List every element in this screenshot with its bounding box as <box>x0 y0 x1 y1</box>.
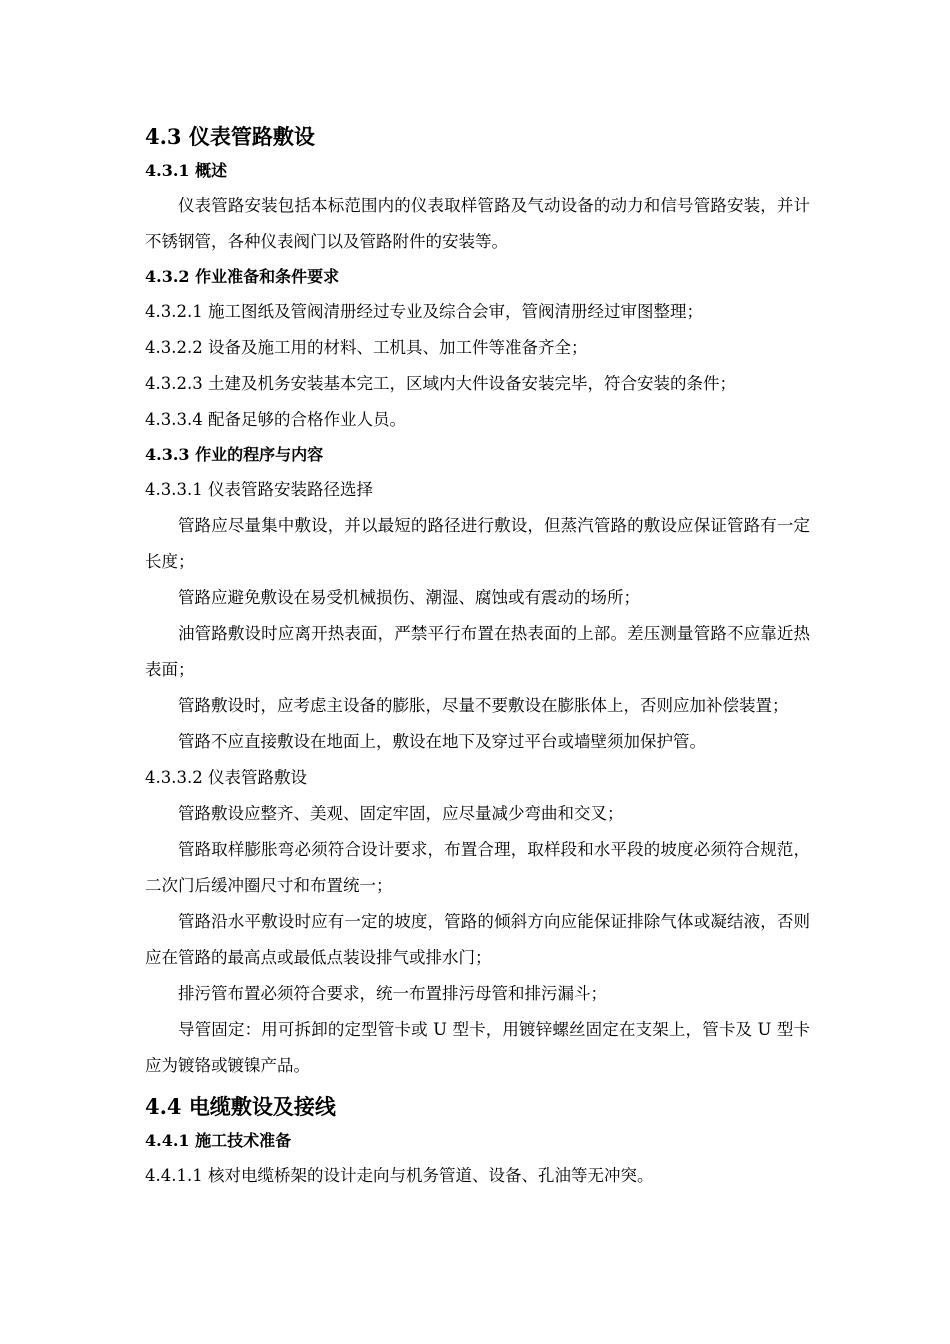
list-item: 4.4.1.1 核对电缆桥架的设计走向与机务管道、设备、孔油等无冲突。 <box>145 1166 654 1185</box>
body-paragraph: 管路不应直接敷设在地面上，敷设在地下及穿过平台或墙壁须加保护管。 <box>178 732 706 751</box>
list-item: 4.3.2.3 土建及机务安装基本完工，区域内大件设备安装完毕，符合安装的条件； <box>145 374 736 393</box>
subsection-heading-4-3-2: 4.3.2 作业准备和条件要求 <box>145 267 340 286</box>
section-heading-4-3: 4.3 仪表管路敷设 <box>145 124 315 149</box>
list-item: 4.3.2.1 施工图纸及管阀清册经过专业及综合会审，管阀清册经过审图整理； <box>145 302 703 321</box>
list-item: 4.3.2.2 设备及施工用的材料、工机具、加工件等准备齐全； <box>145 338 588 357</box>
body-paragraph: 排污管布置必须符合要求，统一布置排污母管和排污漏斗； <box>178 984 607 1003</box>
subsection-heading-4-4-1: 4.4.1 施工技术准备 <box>145 1131 292 1150</box>
subsection-heading-4-3-1: 4.3.1 概述 <box>145 161 228 180</box>
body-paragraph: 管路应尽量集中敷设，并以最短的路径进行敷设，但蒸汽管路的敷设应保证管路有一定长度； <box>145 516 810 571</box>
clause-heading-4-3-3-1: 4.3.3.1 仪表管路安装路径选择 <box>145 480 373 499</box>
body-paragraph: 管路敷设应整齐、美观、固定牢固，应尽量减少弯曲和交叉； <box>178 804 624 823</box>
list-item: 4.3.3.4 配备足够的合格作业人员。 <box>145 410 406 429</box>
body-paragraph: 油管路敷设时应离开热表面，严禁平行布置在热表面的上部。差压测量管路不应靠近热表面； <box>145 624 810 679</box>
section-heading-4-4: 4.4 电缆敷设及接线 <box>145 1094 336 1119</box>
overview-paragraph: 仪表管路安装包括本标范围内的仪表取样管路及气动设备的动力和信号管路安装，并计不锈钢管，各种仪表阀门以及管路附件的安装等。 <box>145 196 810 251</box>
body-paragraph: 管路应避免敷设在易受机械损伤、潮湿、腐蚀或有震动的场所； <box>178 588 640 607</box>
body-paragraph: 导管固定：用可拆卸的定型管卡或 U 型卡，用镀锌螺丝固定在支架上，管卡及 U 型卡应为镀铬或镀镍产品。 <box>145 1020 810 1075</box>
document-page <box>145 120 810 1194</box>
body-paragraph: 管路敷设时，应考虑主设备的膨胀，尽量不要敷设在膨胀体上，否则应加补偿装置； <box>178 696 789 715</box>
subsection-heading-4-3-3: 4.3.3 作业的程序与内容 <box>145 445 324 464</box>
clause-heading-4-3-3-2: 4.3.3.2 仪表管路敷设 <box>145 768 307 787</box>
body-paragraph: 管路沿水平敷设时应有一定的坡度，管路的倾斜方向应能保证排除气体或凝结液，否则应在管路的最高点或最低点装设排气或排水门； <box>145 912 810 967</box>
body-paragraph: 管路取样膨胀弯必须符合设计要求，布置合理，取样段和水平段的坡度必须符合规范，二次门后缓冲圈尺寸和布置统一； <box>145 840 810 895</box>
